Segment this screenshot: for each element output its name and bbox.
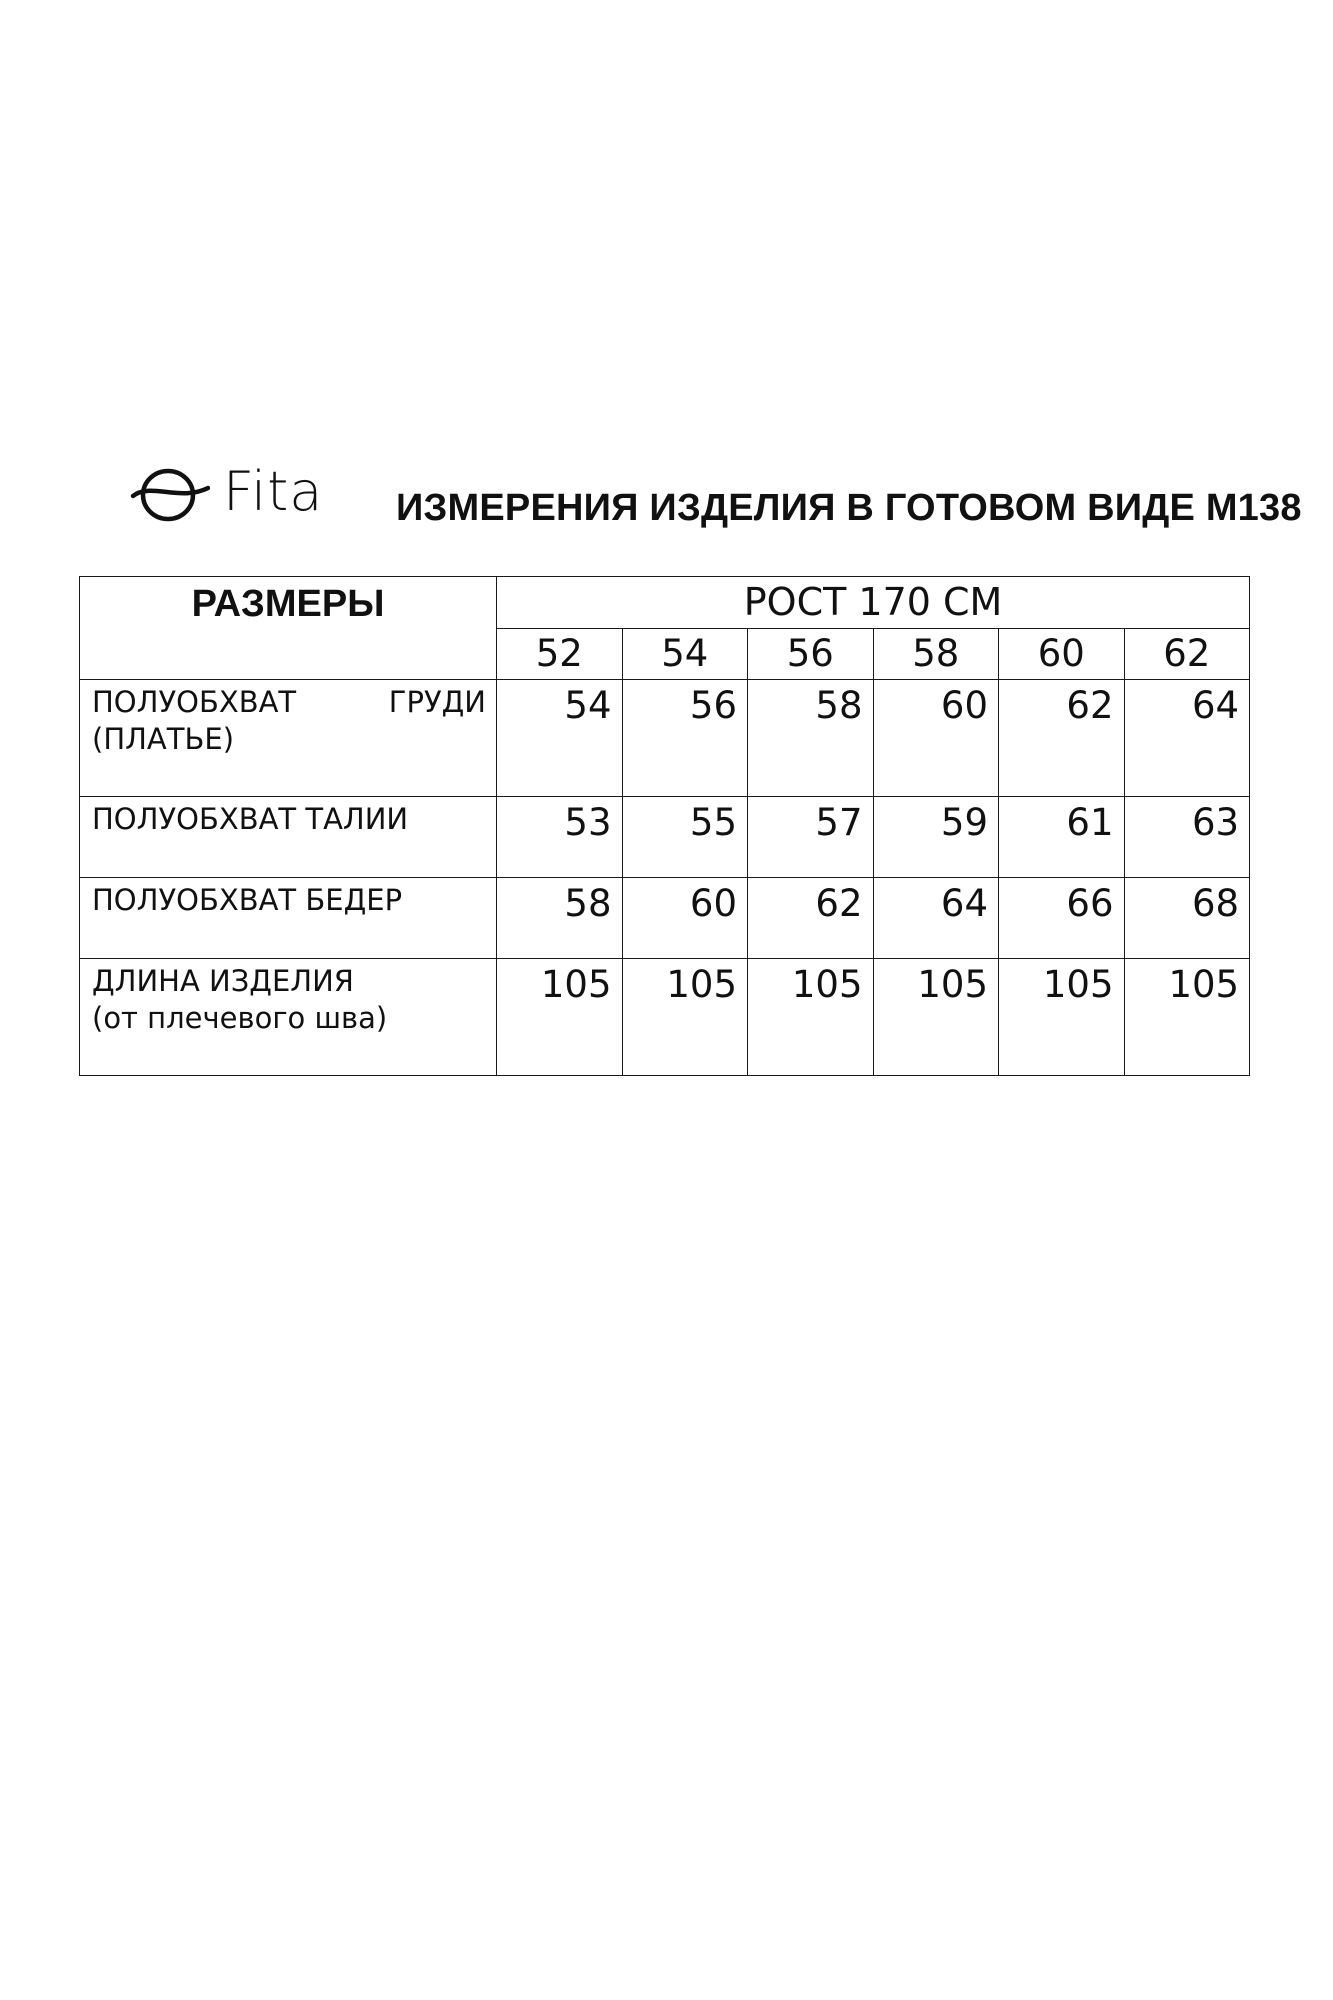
size-header-cell: 52: [497, 628, 623, 680]
row-label-line: (от плечевого шва): [92, 1001, 388, 1035]
size-chart-table: [79, 576, 1250, 1076]
size-header-cell: 54: [622, 628, 748, 680]
table-cell: 58: [748, 680, 874, 797]
table-row: [80, 797, 1250, 878]
size-header-cell: 58: [873, 628, 999, 680]
table-header-row: [80, 577, 1250, 629]
row-label-line: (ПЛАТЬЕ): [92, 722, 235, 756]
row-label-word: ГРУДИ: [388, 685, 486, 719]
document-title: ИЗМЕРЕНИЯ ИЗДЕЛИЯ В ГОТОВОМ ВИДЕ М138: [396, 487, 1302, 529]
table-row: [80, 878, 1250, 959]
row-label-line: ПОЛУОБХВАТ БЕДЕР: [92, 883, 403, 917]
fita-mark-icon: [130, 458, 210, 528]
table-cell: 58: [497, 878, 623, 959]
table-cell: 105: [999, 959, 1125, 1076]
table-cell: 62: [999, 680, 1125, 797]
table-cell: 53: [497, 797, 623, 878]
size-header-cell: 60: [999, 628, 1125, 680]
row-label-waist: [80, 797, 497, 878]
sizes-header: РАЗМЕРЫ: [80, 577, 497, 680]
table-cell: 57: [748, 797, 874, 878]
table-cell: 56: [622, 680, 748, 797]
table-cell: 105: [748, 959, 874, 1076]
table-cell: 68: [1124, 878, 1250, 959]
table-cell: 63: [1124, 797, 1250, 878]
table-cell: 66: [999, 878, 1125, 959]
row-label-line: ПОЛУОБХВАТ ТАЛИИ: [92, 802, 409, 836]
table-cell: 105: [1124, 959, 1250, 1076]
height-header: РОСТ 170 СМ: [497, 577, 1250, 629]
table-cell: 54: [497, 680, 623, 797]
table-cell: 60: [873, 680, 999, 797]
table-cell: 61: [999, 797, 1125, 878]
row-label-line: ДЛИНА ИЗДЕЛИЯ: [92, 964, 354, 998]
brand-name: Fita: [223, 460, 324, 523]
table-cell: 105: [873, 959, 999, 1076]
row-label-hips: [80, 878, 497, 959]
row-label-length: [80, 959, 497, 1076]
table-cell: 60: [622, 878, 748, 959]
row-label-line: [92, 684, 486, 721]
table-row: [80, 680, 1250, 797]
table-cell: 64: [1124, 680, 1250, 797]
brand-logo: [130, 458, 350, 528]
table-row: [80, 959, 1250, 1076]
table-cell: 105: [622, 959, 748, 1076]
table-cell: 59: [873, 797, 999, 878]
table-cell: 64: [873, 878, 999, 959]
document-header: [130, 458, 1302, 529]
table-cell: 105: [497, 959, 623, 1076]
table-cell: 62: [748, 878, 874, 959]
size-header-cell: 62: [1124, 628, 1250, 680]
table-cell: 55: [622, 797, 748, 878]
row-label-word: ПОЛУОБХВАТ: [92, 685, 297, 719]
size-header-cell: 56: [748, 628, 874, 680]
row-label-chest: [80, 680, 497, 797]
